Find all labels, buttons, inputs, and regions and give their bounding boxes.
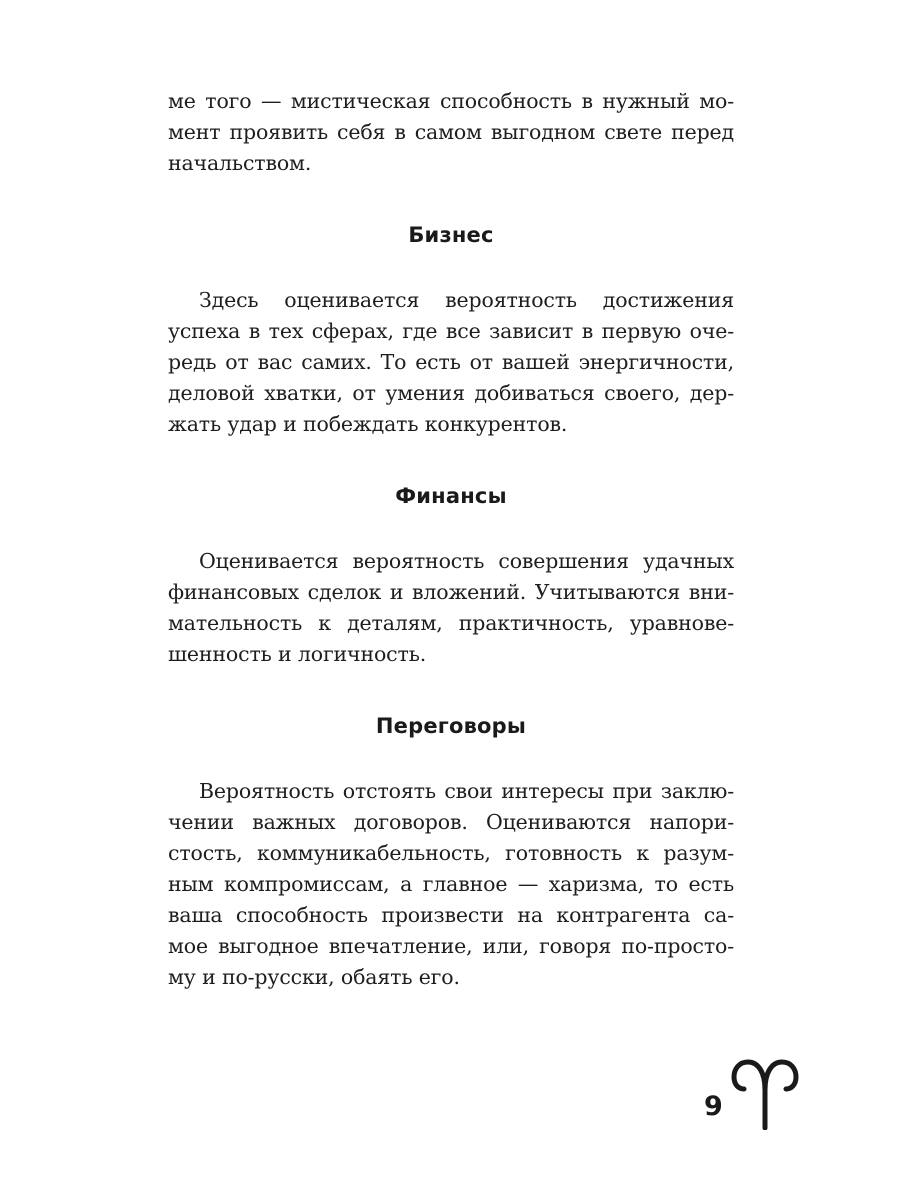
text-line: редь от вас самих. То есть от вашей энергичности, bbox=[168, 350, 734, 374]
text-column bbox=[168, 86, 734, 993]
section-finance bbox=[168, 482, 734, 670]
section-negotiations bbox=[168, 712, 734, 993]
page-footer bbox=[704, 1058, 814, 1148]
text-line: шенность и логичность. bbox=[168, 642, 427, 666]
text-line: Вероятность отстоять свои интересы при заклю- bbox=[199, 779, 734, 803]
text-line: чении важных договоров. Оцениваются напори- bbox=[168, 810, 734, 834]
text-line: успеха в тех сферах, где все зависит в первую оче- bbox=[168, 319, 734, 343]
text-line: ным компромиссам, а главное — харизма, то есть bbox=[168, 872, 734, 896]
text-line: ваша способность произвести на контрагента са- bbox=[168, 903, 734, 927]
page-number: 9 bbox=[704, 1091, 723, 1122]
text-line: финансовых сделок и вложений. Учитываются вни- bbox=[168, 580, 734, 604]
text-line: деловой хватки, от умения добиваться своего, дер- bbox=[168, 381, 734, 405]
text-line: жать удар и побеждать конкурентов. bbox=[168, 412, 568, 436]
text-line: Здесь оценивается вероятность достижения bbox=[199, 288, 734, 312]
section-business bbox=[168, 221, 734, 440]
text-line: стость, коммуникабельность, готовность к разум- bbox=[168, 841, 734, 865]
text-line: мент проявить себя в самом выгодном свете перед bbox=[168, 120, 734, 144]
section-heading: Бизнес bbox=[408, 223, 494, 247]
text-line: мательность к деталям, практичность, уравнове- bbox=[168, 611, 734, 635]
text-line: Оценивается вероятность совершения удачных bbox=[199, 549, 734, 573]
intro-paragraph bbox=[168, 86, 734, 179]
text-line: мое выгодное впечатление, или, говоря по-просто- bbox=[168, 934, 734, 958]
text-line: му и по-русски, обаять его. bbox=[168, 965, 460, 989]
section-heading: Финансы bbox=[395, 484, 507, 508]
section-heading: Переговоры bbox=[375, 714, 527, 738]
aries-icon bbox=[730, 1058, 800, 1130]
text-line: ме того — мистическая способность в нужный мо- bbox=[168, 89, 734, 113]
text-line: начальством. bbox=[168, 151, 312, 175]
